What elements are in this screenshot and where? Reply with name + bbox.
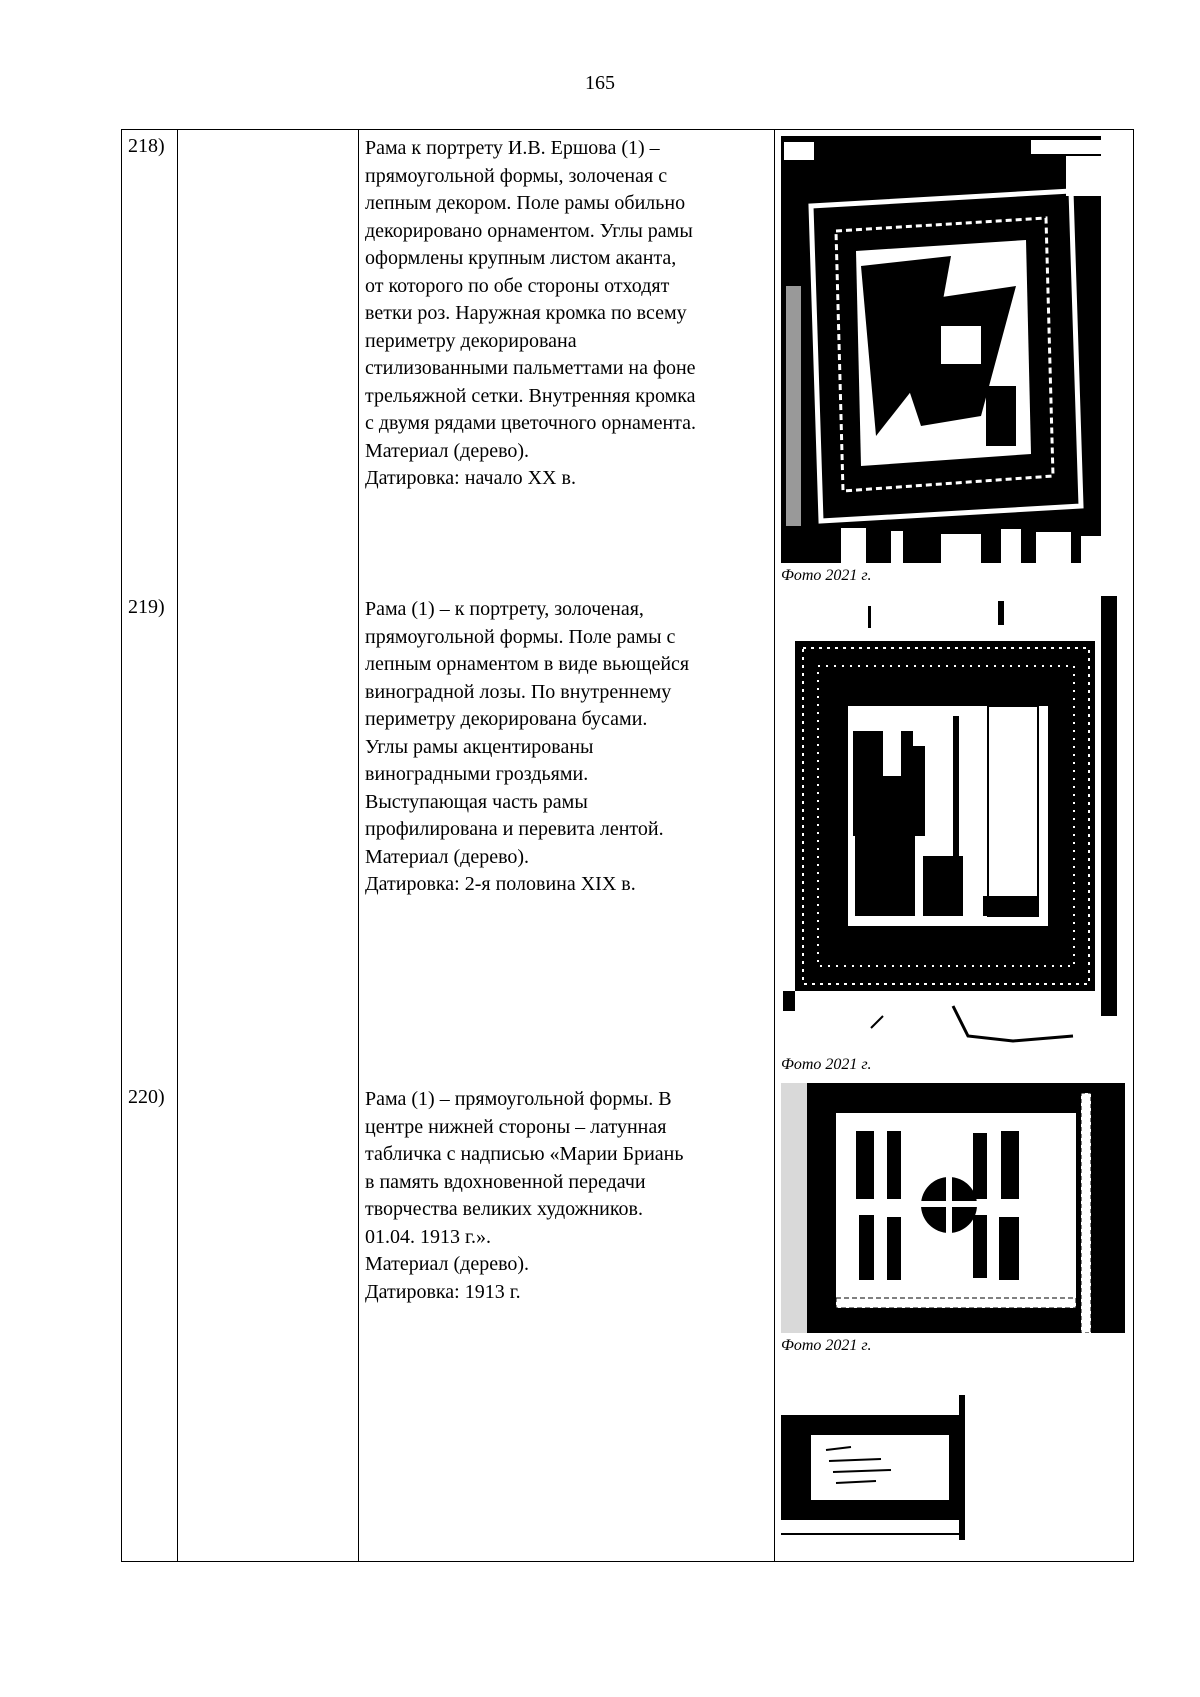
description-line: профилирована и перевита лентой.: [365, 818, 664, 840]
description-line: Материал (дерево).: [365, 845, 530, 868]
entry-description: [365, 1086, 765, 1306]
description-line: Углы рамы акцентированы: [365, 735, 594, 758]
entry-number: 218): [128, 135, 165, 157]
column-divider: [774, 130, 775, 1561]
description-line: центре нижней стороны – латунная: [365, 1115, 667, 1138]
description-line: в память вдохновенной передачи: [365, 1170, 646, 1193]
brass-plaque-photo: [781, 1395, 965, 1540]
description-line: Рама (1) – прямоугольной формы. В: [365, 1088, 672, 1110]
description-line: Выступающая часть рамы: [365, 790, 588, 813]
description-line: виноградными гроздьями.: [365, 763, 589, 785]
frame-photo-219: [783, 596, 1117, 1046]
description-line: от которого по обе стороны отходят: [365, 274, 670, 297]
catalog-table: [121, 129, 1134, 1562]
description-line: стилизованными пальметтами на фоне: [365, 357, 696, 379]
description-line: Материал (дерево).: [365, 439, 530, 462]
description-line: Рама к портрету И.В. Ершова (1) –: [365, 137, 660, 159]
entry-number: 219): [128, 596, 165, 618]
photo-caption: Фото 2021 г.: [781, 1056, 872, 1073]
description-line: Датировка: 1913 г.: [365, 1280, 521, 1303]
description-line: Материал (дерево).: [365, 1253, 530, 1275]
description-line: лепным декором. Поле рамы обильно: [365, 192, 686, 214]
description-line: прямоугольной формы. Поле рамы с: [365, 625, 676, 648]
column-divider: [358, 130, 359, 1561]
description-line: периметру декорирована: [365, 329, 577, 352]
description-line: прямоугольной формы, золоченая с: [365, 164, 668, 187]
description-line: виноградной лозы. По внутреннему: [365, 680, 672, 703]
description-line: 01.04. 1913 г.».: [365, 1225, 491, 1248]
description-line: оформлены крупным листом аканта,: [365, 247, 677, 269]
description-line: декорировано орнаментом. Углы рамы: [365, 219, 693, 242]
column-divider: [177, 130, 178, 1561]
entry-description: [365, 596, 765, 899]
description-line: творчества великих художников.: [365, 1198, 643, 1220]
description-line: Датировка: начало XX в.: [365, 467, 576, 489]
description-line: трельяжной сетки. Внутренняя кромка: [365, 384, 696, 407]
photo-caption: Фото 2021 г.: [781, 1337, 872, 1354]
description-line: ветки роз. Наружная кромка по всему: [365, 302, 687, 324]
description-line: лепным орнаментом в виде вьющейся: [365, 653, 690, 675]
description-line: Датировка: 2-я половина XIX в.: [365, 873, 636, 895]
description-line: Рама (1) – к портрету, золоченая,: [365, 598, 644, 620]
frame-photo-218: [781, 136, 1101, 563]
description-line: периметру декорирована бусами.: [365, 708, 648, 730]
page-number: 165: [585, 72, 615, 94]
description-line: табличка с надписью «Марии Бриань: [365, 1143, 684, 1165]
description-line: с двумя рядами цветочного орнамента.: [365, 412, 697, 434]
frame-photo-220: [781, 1083, 1125, 1333]
entry-number: 220): [128, 1086, 165, 1108]
entry-description: [365, 135, 765, 493]
photo-caption: Фото 2021 г.: [781, 567, 872, 584]
